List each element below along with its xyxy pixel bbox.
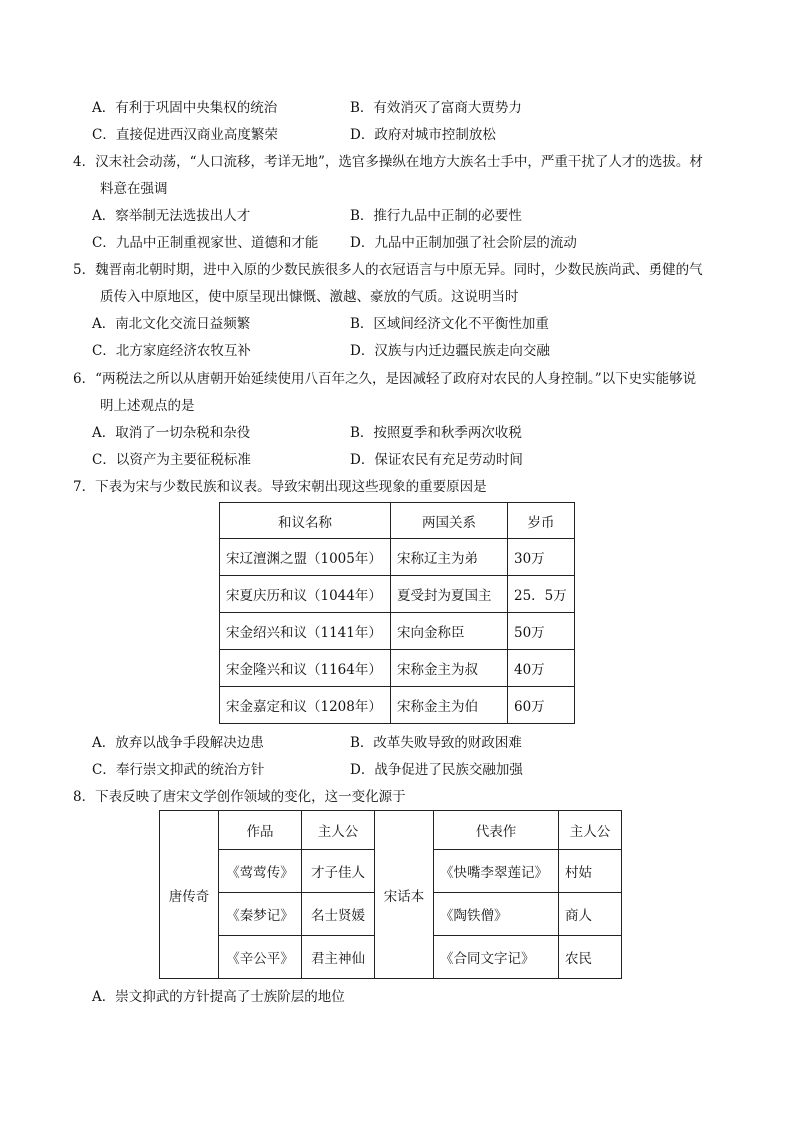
table-cell: 宋金隆兴和议（1164年） — [220, 650, 391, 687]
table-row — [220, 613, 575, 650]
q3-option-b[interactable]: B．有效消灭了富商大贾势力 — [350, 100, 522, 116]
table-header-row — [220, 503, 575, 539]
q4-option-b[interactable]: B．推行九品中正制的必要性 — [350, 208, 522, 224]
q3-option-a[interactable]: A．有利于巩固中央集权的统治 — [92, 100, 278, 116]
q6-stem-line-2: 明上述观点的是 — [100, 398, 195, 414]
table-cell: 宋向金称臣 — [391, 613, 508, 650]
table-row — [220, 650, 575, 687]
q7-option-a[interactable]: A．放弃以战争手段解决边患 — [92, 735, 264, 751]
table-row — [220, 576, 575, 613]
table-cell: 60万 — [508, 687, 575, 724]
table-header-cell: 主人公 — [559, 811, 622, 850]
table-row — [220, 687, 575, 724]
table-header-cell: 作品 — [219, 811, 302, 850]
q4-options-row-1 — [92, 206, 732, 226]
q3-options-row-1 — [92, 98, 732, 118]
q7-option-d[interactable]: D．战争促进了民族交融加强 — [350, 762, 523, 778]
table-cell: 《秦梦记》 — [219, 893, 302, 936]
table-cell: 30万 — [508, 539, 575, 576]
q4-stem-line-2: 料意在强调 — [100, 181, 168, 197]
q6-options-row-2 — [92, 450, 732, 470]
table-cell: 君主神仙 — [302, 936, 375, 979]
q8-option-a[interactable]: A．崇文抑武的方针提高了士族阶层的地位 — [92, 989, 345, 1005]
table-header-cell: 代表作 — [434, 811, 559, 850]
song-huaben-label: 宋话本 — [375, 811, 434, 979]
q4-option-c[interactable]: C．九品中正制重视家世、道德和才能 — [92, 235, 319, 251]
q5-option-c[interactable]: C．北方家庭经济农牧互补 — [92, 343, 251, 359]
table-cell: 50万 — [508, 613, 575, 650]
tang-chuanqi-label: 唐传奇 — [160, 811, 219, 979]
q5-option-a[interactable]: A．南北文化交流日益频繁 — [92, 316, 251, 332]
q6-option-a[interactable]: A．取消了一切杂税和杂役 — [92, 425, 251, 441]
q7-options-row-2 — [92, 760, 732, 780]
table-cell: 《陶铁僧》 — [434, 893, 559, 936]
table-cell: 《莺莺传》 — [219, 850, 302, 893]
q4-options-row-2 — [92, 233, 732, 253]
q5-option-d[interactable]: D．汉族与内迁边疆民族走向交融 — [350, 343, 550, 359]
table-cell: 宋金绍兴和议（1141年） — [220, 613, 391, 650]
table-cell: 25．5万 — [508, 576, 575, 613]
table-cell: 《辛公平》 — [219, 936, 302, 979]
table-header-cell: 和议名称 — [220, 503, 391, 539]
table-cell: 宋称辽主为弟 — [391, 539, 508, 576]
q4-option-d[interactable]: D．九品中正制加强了社会阶层的流动 — [350, 235, 577, 251]
q6-options-row-1 — [92, 423, 732, 443]
table-cell: 宋称金主为叔 — [391, 650, 508, 687]
q7-options-row-1 — [92, 733, 732, 753]
table-cell: 宋金嘉定和议（1208年） — [220, 687, 391, 724]
q3-options-row-2 — [92, 125, 732, 145]
table-cell: 《合同文字记》 — [434, 936, 559, 979]
table-cell: 《快嘴李翠莲记》 — [434, 850, 559, 893]
q5-option-b[interactable]: B．区域间经济文化不平衡性加重 — [350, 316, 549, 332]
q6-option-c[interactable]: C．以资产为主要征税标准 — [92, 452, 251, 468]
table-cell: 夏受封为夏国主 — [391, 576, 508, 613]
table-header-row — [160, 811, 622, 850]
q5-stem-line-2: 质传入中原地区，使中原呈现出慷慨、激越、豪放的气质。这说明当时 — [100, 289, 519, 305]
table-cell: 村姑 — [559, 850, 622, 893]
q8-options-row-1 — [92, 987, 732, 1007]
q8-stem: 8．下表反映了唐宋文学创作领域的变化，这一变化源于 — [73, 789, 406, 805]
q6-stem-line-1: 6．“两税法之所以从唐朝开始延续使用八百年之久，是因减轻了政府对农民的人身控制。”以下史实能够说 — [73, 371, 697, 387]
table-cell: 农民 — [559, 936, 622, 979]
table-cell: 商人 — [559, 893, 622, 936]
q6-option-d[interactable]: D．保证农民有充足劳动时间 — [350, 452, 523, 468]
table-cell: 才子佳人 — [302, 850, 375, 893]
q5-options-row-2 — [92, 341, 732, 361]
q7-stem: 7．下表为宋与少数民族和议表。导致宋朝出现这些现象的重要原因是 — [73, 479, 487, 495]
table-header-cell: 岁币 — [508, 503, 575, 539]
table-cell: 40万 — [508, 650, 575, 687]
table-cell: 宋夏庆历和议（1044年） — [220, 576, 391, 613]
q4-stem-line-1: 4．汉末社会动荡，“人口流移，考详无地”，选官多操纵在地方大族名士手中，严重干扰了人才的选拔。材 — [73, 154, 703, 170]
q7-option-b[interactable]: B．改革失败导致的财政困难 — [350, 735, 522, 751]
q5-stem-line-1: 5．魏晋南北朝时期，进中入原的少数民族很多人的衣冠语言与中原无异。同时，少数民族尚武、勇健的气 — [73, 262, 703, 278]
q7-treaty-table — [219, 502, 575, 724]
table-header-cell: 两国关系 — [391, 503, 508, 539]
table-row — [220, 539, 575, 576]
q4-option-a[interactable]: A．察举制无法选拔出人才 — [92, 208, 251, 224]
table-cell: 宋称金主为伯 — [391, 687, 508, 724]
q5-options-row-1 — [92, 314, 732, 334]
q8-literature-table — [159, 810, 622, 979]
table-cell: 宋辽澶渊之盟（1005年） — [220, 539, 391, 576]
table-header-cell: 主人公 — [302, 811, 375, 850]
q3-option-d[interactable]: D．政府对城市控制放松 — [350, 127, 496, 143]
q7-option-c[interactable]: C．奉行崇文抑武的统治方针 — [92, 762, 265, 778]
q6-option-b[interactable]: B．按照夏季和秋季两次收税 — [350, 425, 522, 441]
q3-option-c[interactable]: C．直接促进西汉商业高度繁荣 — [92, 127, 278, 143]
table-cell: 名士贤媛 — [302, 893, 375, 936]
